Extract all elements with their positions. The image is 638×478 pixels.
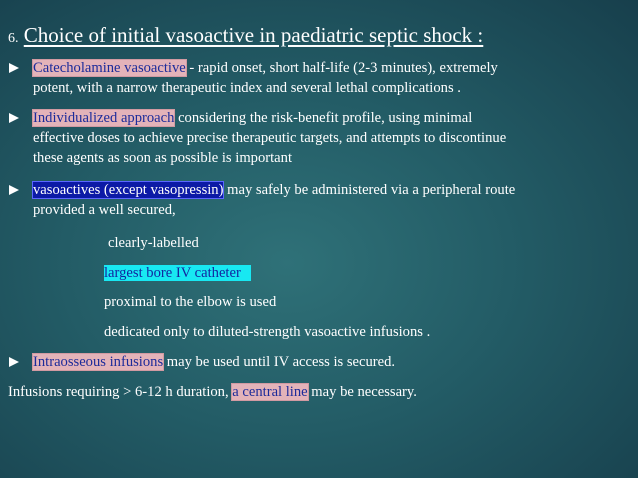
bullet-1-line1: - rapid onset, short half-life (2-3 minutes), extremely: [189, 60, 498, 76]
bullet-2-line1: considering the risk-benefit profile, using minimal: [178, 110, 473, 126]
bullet-4-rest: may be used until IV access is secured.: [166, 354, 396, 370]
footer-suffix: may be necessary.: [311, 384, 417, 400]
bullet-3-line1: may safely be administered via a peripheral route: [227, 182, 516, 198]
sub-item-catheter: [104, 263, 251, 283]
sub-item-labelled: clearly-labelled: [108, 235, 199, 251]
bullet-1: [33, 58, 633, 98]
bullet-3-line2: provided a well secured,: [33, 202, 176, 218]
sub-item-elbow: proximal to the elbow is used: [104, 294, 277, 310]
bullet-4: [33, 352, 633, 372]
bullet-1-line2: potent, with a narrow therapeutic index and several lethal complications .: [33, 80, 461, 96]
title-text: Choice of initial vasoactive in paediatric septic shock :: [23, 23, 484, 47]
footer-line: [8, 382, 633, 402]
sub-item-dedicated: dedicated only to diluted-strength vasoactive infusions .: [104, 324, 431, 340]
bullet-4-highlight: Intraosseous infusions: [33, 354, 164, 370]
bullet-2: [33, 108, 633, 168]
footer-highlight: a central line: [232, 384, 308, 400]
title-number: 6.: [8, 31, 19, 46]
bullet-1-highlight: Catecholamine vasoactive: [33, 60, 186, 76]
sub-item-catheter-highlight: largest bore IV catheter: [104, 265, 251, 281]
bullet-arrow-icon: [8, 62, 20, 74]
bullet-arrow-icon: [8, 112, 20, 124]
bullet-2-highlight: Individualized approach: [33, 110, 175, 126]
bullet-3: [33, 180, 633, 220]
slide-title: [8, 22, 628, 52]
footer-prefix: Infusions requiring > 6-12 h duration,: [8, 384, 229, 400]
bullet-arrow-icon: [8, 184, 20, 196]
bullet-3-highlight: vasoactives (except vasopressin): [33, 182, 224, 198]
bullet-arrow-icon: [8, 356, 20, 368]
bullet-2-line3: these agents as soon as possible is important: [33, 150, 293, 166]
bullet-2-line2: effective doses to achieve precise therapeutic targets, and attempts to discontinue: [33, 130, 507, 146]
